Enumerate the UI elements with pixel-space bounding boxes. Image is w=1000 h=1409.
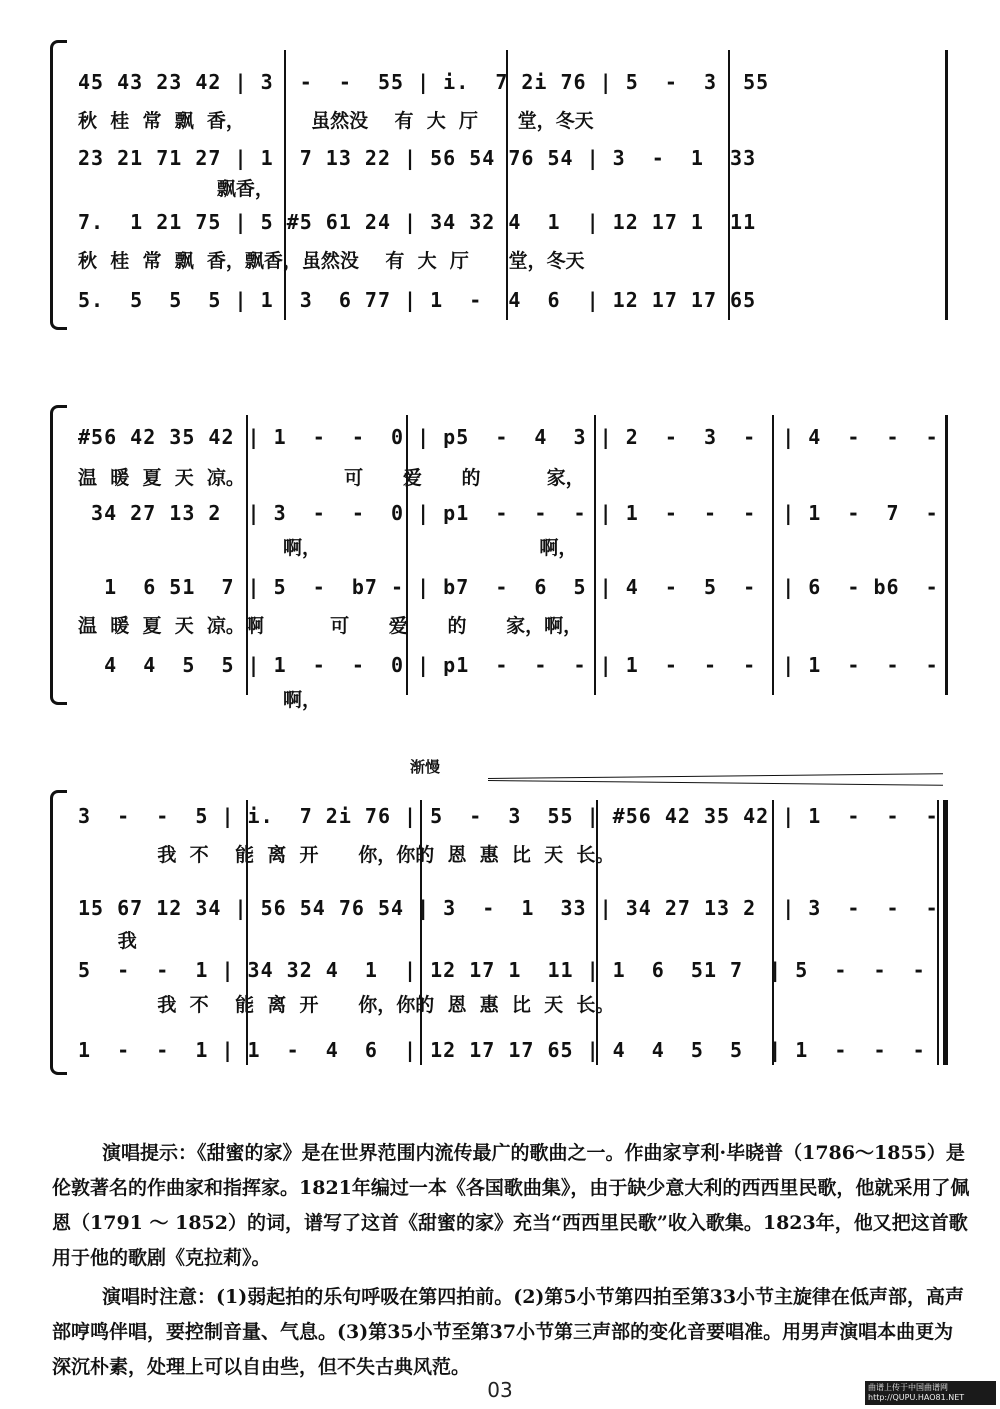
voice-1-notes: 3 - - 5 | i. 7 2i 76 | 5 - 3 55 | #56 42 35 42 | 1 - - - bbox=[78, 804, 939, 828]
performance-notes bbox=[52, 1136, 972, 1389]
voice-3-notes: 1 6 51 7 | 5 - b7 - | b7 - 6 5 | 4 - 5 - | 6 - b6 - bbox=[78, 575, 939, 599]
voice-1-notes: 45 43 23 42 | 3 - - 55 | i. 7 2i 76 | 5 - 3 55 bbox=[78, 70, 770, 94]
system-bracket bbox=[50, 40, 67, 330]
voice-2-notes: 15 67 12 34 | 56 54 76 54 | 3 - 1 33 | 34 27 13 2 | 3 - - - bbox=[78, 896, 939, 920]
page-number: 03 bbox=[487, 1378, 513, 1402]
lyric-line-3: 我 不 能 离 开 你，你的 恩 惠 比 天 长。 bbox=[78, 994, 615, 1016]
notes-paragraph-2: 演唱时注意：(1)弱起拍的乐句呼吸在第四拍前。(2)第5小节第四拍至第33小节主旋律在低声部，高声部哼鸣伴唱，要控制音量、气息。(3)第35小节至第37小节第三声部的变化音要唱准。用男声演唱本曲更为深沉朴素，处理上可以自由些，但不失古典风范。 bbox=[52, 1286, 965, 1378]
voice-3-notes: 5 - - 1 | 34 32 4 1 | 12 17 1 11 | 1 6 51 7 | 5 - - - bbox=[78, 958, 926, 982]
lyric-line-1: 秋 桂 常 飘 香， 虽然没 有 大 厅 堂，冬天 bbox=[78, 110, 594, 132]
system-bracket bbox=[50, 405, 67, 705]
score-system-2 bbox=[50, 405, 955, 711]
lyric-line-1: 我 不 能 离 开 你，你的 恩 惠 比 天 长。 bbox=[78, 844, 615, 866]
lyric-line-4: 啊， bbox=[78, 689, 322, 711]
voice-3-notes: 7. 1 21 75 | 5 #5 61 24 | 34 32 4 1 | 12 17 1 11 bbox=[78, 210, 757, 234]
score-system-3 bbox=[50, 758, 955, 1075]
score-system-1 bbox=[50, 40, 955, 330]
site-watermark: 曲谱上传于中国曲谱网 http://QUPU.HAO81.NET bbox=[865, 1381, 996, 1405]
lyric-line-2: 我 bbox=[78, 930, 137, 952]
voice-4-notes: 5. 5 5 5 | 1 3 6 77 | 1 - 4 6 | 12 17 17 65 bbox=[78, 288, 757, 312]
voice-2-notes: 23 21 71 27 | 1 7 13 22 | 56 54 76 54 | 3 - 1 33 bbox=[78, 146, 757, 170]
voice-4-notes: 4 4 5 5 | 1 - - 0 | p1 - - - | 1 - - - | 1 - - - bbox=[78, 653, 939, 677]
system-bracket bbox=[50, 790, 67, 1075]
lyric-line-1: 温 暖 夏 天 凉。 可 爱 的 家， bbox=[78, 467, 585, 489]
decrescendo-hairpin bbox=[488, 780, 943, 786]
decrescendo-hairpin bbox=[488, 773, 943, 779]
lyric-line-2: 飘香， bbox=[78, 178, 274, 200]
lyric-line-3: 秋 桂 常 飘 香，飘香，虽然没 有 大 厅 堂，冬天 bbox=[78, 250, 585, 272]
lyric-line-3: 温 暖 夏 天 凉。啊 可 爱 的 家，啊， bbox=[78, 615, 583, 637]
tempo-marking: 渐慢 bbox=[410, 758, 441, 776]
lyric-line-2: 啊， 啊， bbox=[78, 537, 578, 559]
voice-2-notes: 34 27 13 2 | 3 - - 0 | p1 - - - | 1 - - - | 1 - 7 - bbox=[78, 501, 939, 525]
notes-paragraph-1: 演唱提示：《甜蜜的家》是在世界范围内流传最广的歌曲之一。作曲家亨利·毕晓普（1786～1855）是伦敦著名的作曲家和指挥家。1821年编过一本《各国歌曲集》，由于缺少意大利的西西里民歌，他就采用了佩恩（1791 ～ 1852）的词，谱写了这首《甜蜜的家》充当“西西里民歌”收入歌集。1823年，他又把这首歌用于他的歌剧《克拉莉》。 bbox=[52, 1142, 970, 1269]
voice-1-notes: #56 42 35 42 | 1 - - 0 | p5 - 4 3 | 2 - 3 - | 4 - - - bbox=[78, 425, 939, 449]
voice-4-notes: 1 - - 1 | 1 - 4 6 | 12 17 17 65 | 4 4 5 5 | 1 - - - bbox=[78, 1038, 926, 1062]
